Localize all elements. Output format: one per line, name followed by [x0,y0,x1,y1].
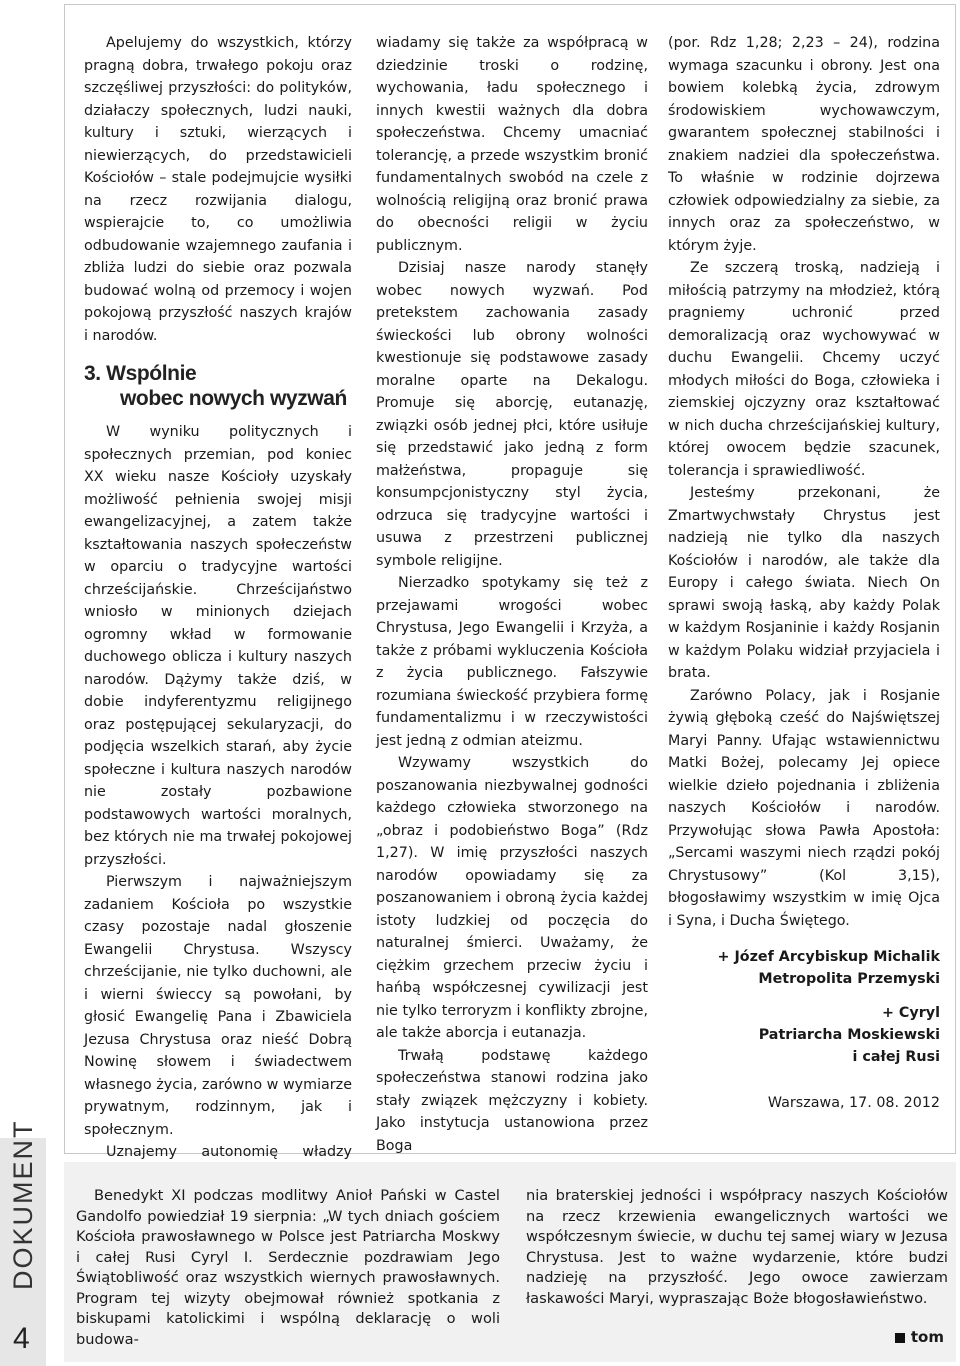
square-bullet-icon [895,1333,905,1343]
column-1 [84,32,352,1186]
paragraph: (por. Rdz 1,28; 2,23 – 24), rodzina wymaga szacunku i obrony. Jest ona bowiem kolebką życia, zdrowym środowiskiem wychowawczym, gwarantem społecznej stabilności i znakiem nadziei dla społeczeństwa. To właśnie w rodzinie dojrzewa człowiek odpowiedzialny za siebie, za innych oraz za społeczeństwo, w którym żyje. [668,35,940,254]
paragraph: Zarówno Polacy, jak i Rosjanie żywią głęboką cześć do Najświętszej Maryi Panny. Ufając wstawiennictwu Matki Bożej, polecamy Jej opiece wielkie dzieło pojednania i zbliżenia naszych Kościołów i narodów. Przywołując słowa Pawła Apostoła: „Sercami waszymi niech rządzi pokój Chrystusowy” (Kol 3,15), błogosławimy wszystkim w imię Ojca i Syna, i Ducha Świętego. [668,687,940,929]
column-3 [668,32,940,1115]
paragraph: Trwałą podstawę każdego społeczeństwa stanowi rodzina jako stały związek mężczyzny i kobiety. Jako instytucja ustanowiona przez Boga [376,1047,648,1154]
section-label: DOKUMENT [8,1119,38,1290]
paragraph: Dzisiaj nasze narody stanęły wobec nowych wyzwań. Pod pretekstem zachowania zasady świeckości lub obrony wolności kwestionuje się podstawowe zasady moralne oparte na Dekalogu. Promuje się aborcję, eutanazję, związki osób jednej płci, które usiłuje się przedstawić jako jedną z form małżeństwa, propaguje się konsumpcjonistyczny styl życia, odrzuca się tradycyjne wartości i usuwa z przestrzeni publicznej symbole religijne. [376,260,648,569]
news-text: Benedykt XI podczas modlitwy Anioł Pański w Castel Gandolfo powiedział 19 sierpnia: „W tych dniach gościem Kościoła prawosławnego w Polsce jest Patriarcha Moskwy i całej Rusi Cyryl I. Serdecznie pozdrawiam Jego Świątobliwość oraz wszystkich wiernych prawosławnych. Program tej wizyty obejmował również spotkania z biskupami katolickimi i wspólną deklarację o woli budowa- [76,1187,500,1348]
paragraph: Ze szczerą troską, nadzieją i miłością patrzymy na młodzież, którą pragniemy uchronić przed demoralizacją oraz wychowywać w duchu Ewangelii. Chcemy uczyć młodych miłości do Boga, człowieka i ziemskiej ojczyzny oraz kształtować w nich ducha chrześcijańskiej kultury, której owocem będzie szacunek, tolerancja i sprawiedliwość. [668,260,940,479]
signature-name: + Cyryl [881,1005,940,1021]
heading-line-1: 3. Wspólnie [84,362,197,385]
date-line: Warszawa, 17. 08. 2012 [767,1095,940,1111]
signature-cyryl [668,1002,940,1068]
paragraph: Apelujemy do wszystkich, którzy pragną dobra, trwałego pokoju oraz szczęśliwej przyszłości: do polityków, działaczy społecznych, ludzi nauki, kultury i sztuki, wierzących i niewierzących, do przedstawicieli Kościołów – stale podejmujcie wysiłki na rzecz rozwijania dialogu, wspierajcie to, co umożliwia odbudowanie wzajemnego zaufania i zbliża ludzi do siebie oraz pozwala budować wolną od przemocy i wojen pokojową przyszłość naszych krajów i narodów. [84,35,352,344]
paragraph: Wzywamy wszystkich do poszanowania niezbywalnej godności każdego człowieka stworzonego na „obraz i podobieństwo Boga” (Rdz 1,27). W imię przyszłości naszych narodów opowiadamy się za poszanowaniem i obroną życia każdej istoty ludzkiej od poczęcia do naturalnej śmierci. Uważamy, że ciężkim grzechem przeciw życiu i hańbą współczesnej cywilizacji jest nie tylko terroryzm i konflikty zbrojne, ale także aborcja i eutanazja. [376,755,648,1041]
page-number: 4 [13,1322,30,1355]
paragraph: Jesteśmy przekonani, że Zmartwychwstały Chrystus jest nadzieją nie tylko dla naszych Kościołów i narodów, ale także dla Europy i całego świata. Niech On sprawi swoją łaską, aby każdy Polak w każdym Rosjaninie i każdy Rosjanin w każdym Polaku widział przyjaciela i brata. [668,485,940,681]
author-sign [895,1328,944,1346]
author-name: tom [910,1328,944,1346]
paragraph: Nierzadko spotykamy się też z przejawami wrogości wobec Chrystusa, Jego Ewangelii i Krzyża, a także z próbami wykluczenia Kościoła z życia publicznego. Fałszywie rozumiana świeckość przybiera formę fundamentalizmu i w rzeczywistości jest jedną z odmian ateizmu. [376,575,648,749]
heading-line-2: wobec nowych wyzwań [120,387,347,410]
signature-title: Patriarcha Moskiewski [758,1027,940,1043]
paragraph: Pierwszym i najważniejszym zadaniem Kościoła po wszystkie czasy pozostaje nadal głoszenie Ewangelii Chrystusa. Wszyscy chrześcijanie, nie tylko duchowni, ale i wierni świeccy są powołani, by głosić Ewangelię Pana i Zbawiciela Jezusa Chrystusa oraz nieść Dobrą Nowinę słowem i świadectwem własnego życia, zarówno w wymiarze prywatnym, rodzinnym, jak i społecznym. [84,874,352,1138]
news-column-left [76,1186,500,1350]
signature-title-cont: i całej Rusi [852,1049,940,1065]
column-2 [376,32,648,1157]
paragraph: Uznajemy autonomię władzy [106,1144,352,1160]
paragraph: W wyniku politycznych i społecznych przemian, pod koniec XX wieku nasze Kościoły uzyskały możliwość pełnienia swojej misji ewangelizacyjnej, a zatem także kształtowania naszych społeczeństw w oparciu o tradycyjne wartości chrześcijańskie. Chrześcijaństwo wniosło w minionych dziejach ogromny wkład w formowanie duchowego oblicza i kultury naszych narodów. Dążymy także dziś, w dobie indyferentyzmu religijnego oraz postępującej sekularyzacji, do podjęcia wszelkich starań, aby życie społeczne i kultura naszych narodów nie zostały pozbawione podstawowych wartości moralnych, bez których nie ma trwałej pokojowej przyszłości. [84,424,352,868]
news-text: nia braterskiej jedności i współpracy naszych Kościołów na rzecz krzewienia ewangelicznych wartości we współczesnym świecie, w duchu tej samej wiary w Jezusa Chrystusa. Jest to ważne wydarzenie, które budzi nadzieję na przyszłość. Jego owoce zawierzam łaskawości Maryi, wypraszając Boże błogosławieństwo. [526,1187,948,1307]
news-column-right [526,1186,948,1309]
signature-title: Metropolita Przemyski [758,971,940,987]
paragraph: wiadamy się także za współpracą w dziedzinie troski o rodzinę, wychowania, ładu społecznego i innych kwestii ważnych dla dobra społeczeństwa. Chcemy umacniać tolerancję, a przede wszystkim bronić fundamentalnych swobód na czele z wolnością religijną oraz bronić prawa do obecności religii w życiu publicznym. [376,35,648,254]
section-heading [84,361,352,411]
signature-name: + Józef Arcybiskup Michalik [717,949,940,965]
signature-michalik [668,946,940,990]
